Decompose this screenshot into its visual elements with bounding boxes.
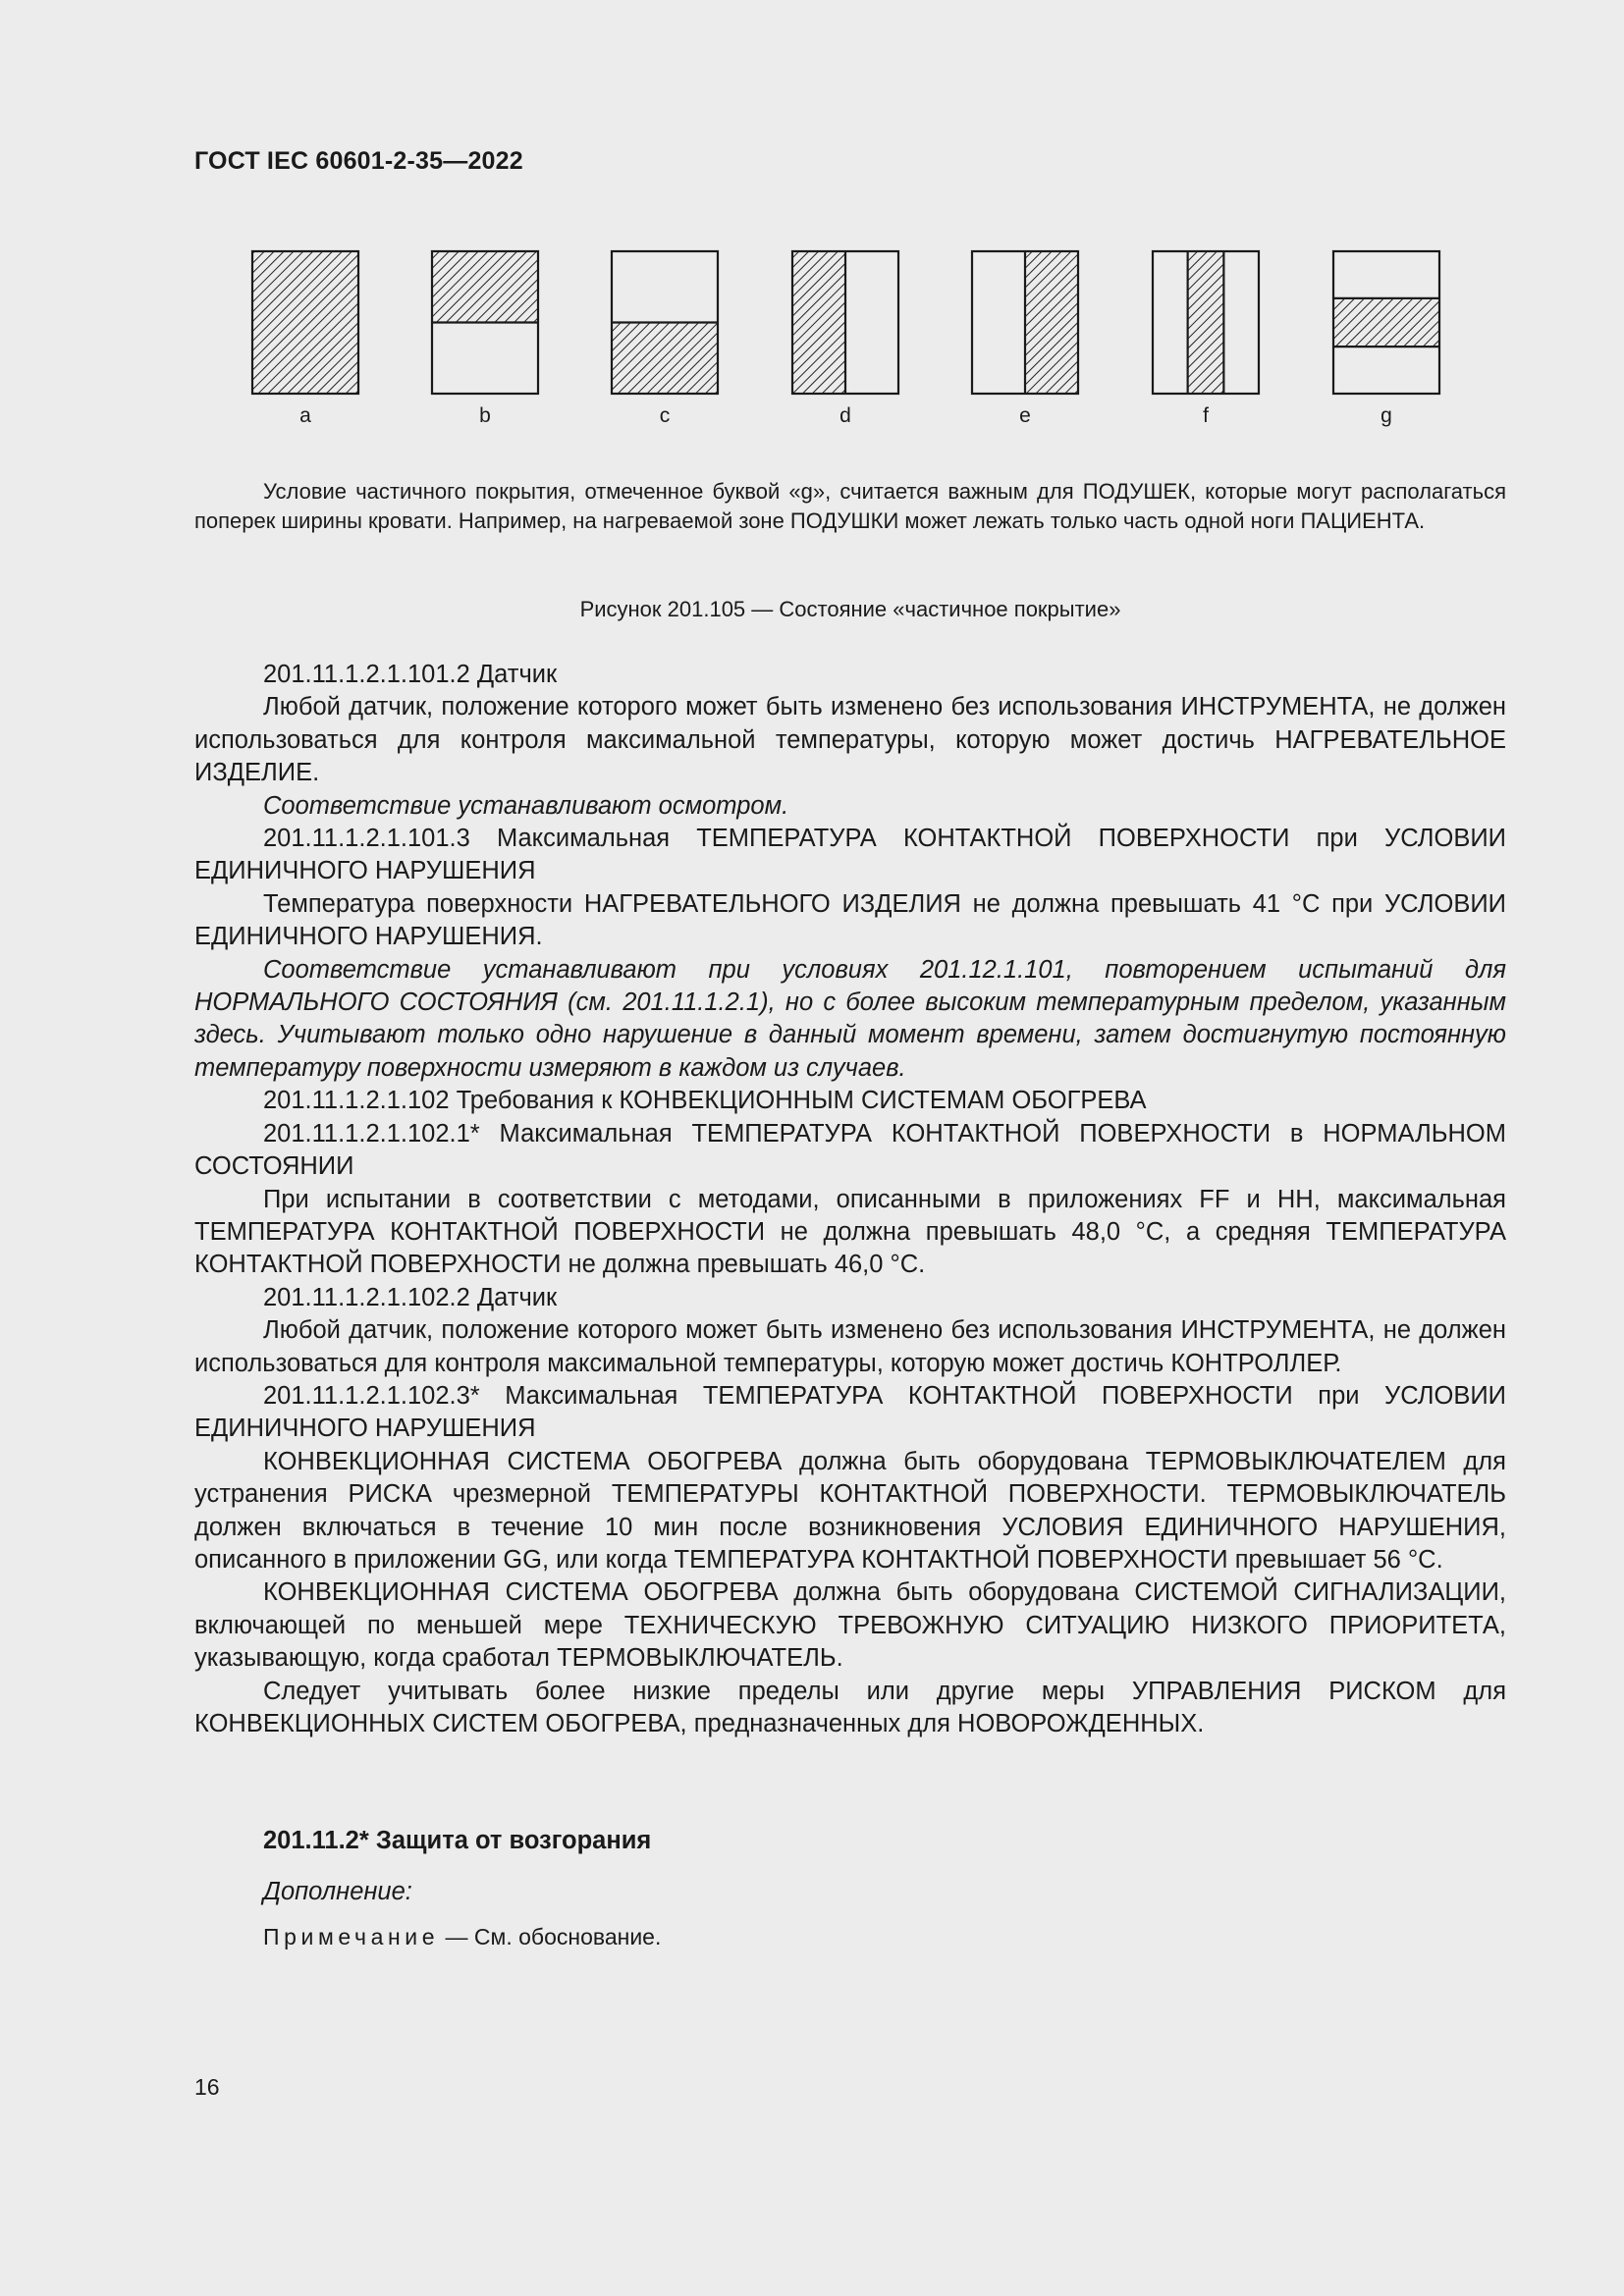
paragraph: Следует учитывать более низкие пределы или другие меры УПРАВЛЕНИЯ РИСКОМ для КОНВЕКЦИОННЫХ СИСТЕМ ОБОГРЕВА, предназначенных для НОВОРОЖДЕННЫХ. [194, 1677, 1506, 1737]
coverage-hatch-a [252, 251, 358, 394]
body-text [194, 659, 1506, 1740]
note [263, 1924, 661, 1950]
paragraph: Любой датчик, положение которого может быть изменено без использования ИНСТРУМЕНТА, не должен использоваться для контроля максимальной температуры, которую может достичь НАГРЕВАТЕЛЬНОЕ ИЗДЕЛИЕ. [194, 693, 1506, 787]
coverage-panel-b [432, 251, 538, 394]
compliance-statement: Соответствие устанавливают при условиях 201.12.1.101, повторением испытаний для НОРМАЛЬНОГО СОСТОЯНИЯ (см. 201.11.1.2.1), но с более высоким температурным пределом, указанным здесь. Учитывают только одно нарушение в данный момент времени, затем достигнутую постоянную температуру поверхности измеряют в каждом из случаев. [194, 955, 1506, 1082]
panel-label-d: d [839, 404, 851, 427]
coverage-hatch-d [792, 251, 845, 394]
panel-label-g: g [1380, 404, 1392, 427]
partial-coverage-figure [0, 0, 1624, 452]
coverage-panel-g [1333, 251, 1439, 394]
paragraph: Температура поверхности НАГРЕВАТЕЛЬНОГО ИЗДЕЛИЯ не должна превышать 41 °С при УСЛОВИИ ЕДИНИЧНОГО НАРУШЕНИЯ. [194, 889, 1506, 951]
paragraph: КОНВЕКЦИОННАЯ СИСТЕМА ОБОГРЕВА должна быть оборудована СИСТЕМОЙ СИГНАЛИЗАЦИИ, включающей по меньшей мере ТЕХНИЧЕСКУЮ ТРЕВОЖНУЮ СИТУАЦИЮ НИЗКОГО ПРИОРИТЕТА, указывающую, когда сработал ТЕРМОВЫКЛЮЧАТЕЛЬ. [194, 1578, 1506, 1673]
section-title: 201.11.2* Защита от возгорания [263, 1827, 652, 1854]
clause-heading: 201.11.1.2.1.102.1* Максимальная ТЕМПЕРАТУРА КОНТАКТНОЙ ПОВЕРХНОСТИ в НОРМАЛЬНОМ СОСТОЯНИИ [194, 1119, 1506, 1181]
coverage-panel-c [612, 251, 718, 394]
clause-heading: 201.11.1.2.1.101.2 Датчик [263, 661, 558, 688]
coverage-hatch-c [612, 323, 718, 395]
figure-note [194, 477, 1506, 536]
panel-label-b: b [479, 404, 491, 427]
clause-heading: 201.11.1.2.1.101.3 Максимальная ТЕМПЕРАТУРА КОНТАКТНОЙ ПОВЕРХНОСТИ при УСЛОВИИ ЕДИНИЧНОГО НАРУШЕНИЯ [194, 825, 1506, 885]
clause-heading: 201.11.1.2.1.102.3* Максимальная ТЕМПЕРАТУРА КОНТАКТНОЙ ПОВЕРХНОСТИ при УСЛОВИИ ЕДИНИЧНОГО НАРУШЕНИЯ [194, 1381, 1506, 1443]
coverage-panel-e [972, 251, 1078, 394]
paragraph: КОНВЕКЦИОННАЯ СИСТЕМА ОБОГРЕВА должна быть оборудована ТЕРМОВЫКЛЮЧАТЕЛЕМ для устранения РИСКА чрезмерной ТЕМПЕРАТУРЫ КОНТАКТНОЙ ПОВЕРХНОСТИ. ТЕРМОВЫКЛЮЧАТЕЛЬ должен включаться в течение 10 мин после возникновения УСЛОВИЯ ЕДИНИЧНОГО НАРУШЕНИЯ, описанного в приложении GG, или когда ТЕМПЕРАТУРА КОНТАКТНОЙ ПОВЕРХНОСТИ превышает 56 °С. [194, 1447, 1506, 1574]
coverage-hatch-b [432, 251, 538, 323]
coverage-hatch-f [1188, 251, 1224, 394]
page-number: 16 [194, 2074, 220, 2100]
document-header: ГОСТ IEC 60601-2-35—2022 [194, 147, 523, 175]
panel-label-a: a [299, 404, 311, 427]
panel-label-e: e [1019, 404, 1031, 427]
addition-label: Дополнение: [263, 1878, 412, 1905]
coverage-panel-a [252, 251, 358, 394]
coverage-hatch-e [1025, 251, 1078, 394]
paragraph: Любой датчик, положение которого может быть изменено без использования ИНСТРУМЕНТА, не должен использоваться для контроля максимальной температуры, которую может достичь КОНТРОЛЛЕР. [194, 1316, 1506, 1377]
coverage-panel-d [792, 251, 898, 394]
figure-caption: Рисунок 201.105 — Состояние «частичное покрытие» [579, 597, 1121, 621]
paragraph: При испытании в соответствии с методами, описанными в приложениях FF и HH, максимальная ТЕМПЕРАТУРА КОНТАКТНОЙ ПОВЕРХНОСТИ не должна превышать 48,0 °С, а средняя ТЕМПЕРАТУРА КОНТАКТНОЙ ПОВЕРХНОСТИ не должна превышать 46,0 °С. [194, 1185, 1506, 1279]
coverage-panel-f [1153, 251, 1259, 394]
note-text: — См. обоснование. [439, 1924, 662, 1949]
figure-note-text: Условие частичного покрытия, отмеченное буквой «g», считается важным для ПОДУШЕК, которые могут располагаться поперек ширины кровати. Например, на нагреваемой зоне ПОДУШКИ может лежать только часть одной ноги ПАЦИЕНТА. [194, 479, 1506, 533]
panel-label-f: f [1203, 404, 1209, 427]
coverage-hatch-g [1333, 298, 1439, 347]
clause-heading: 201.11.1.2.1.102.2 Датчик [263, 1283, 558, 1311]
clause-heading: 201.11.1.2.1.102 Требования к КОНВЕКЦИОННЫМ СИСТЕМАМ ОБОГРЕВА [263, 1087, 1147, 1115]
panel-label-c: c [659, 404, 671, 427]
note-label: Примечание [263, 1924, 440, 1949]
compliance-statement: Соответствие устанавливают осмотром. [263, 791, 789, 820]
